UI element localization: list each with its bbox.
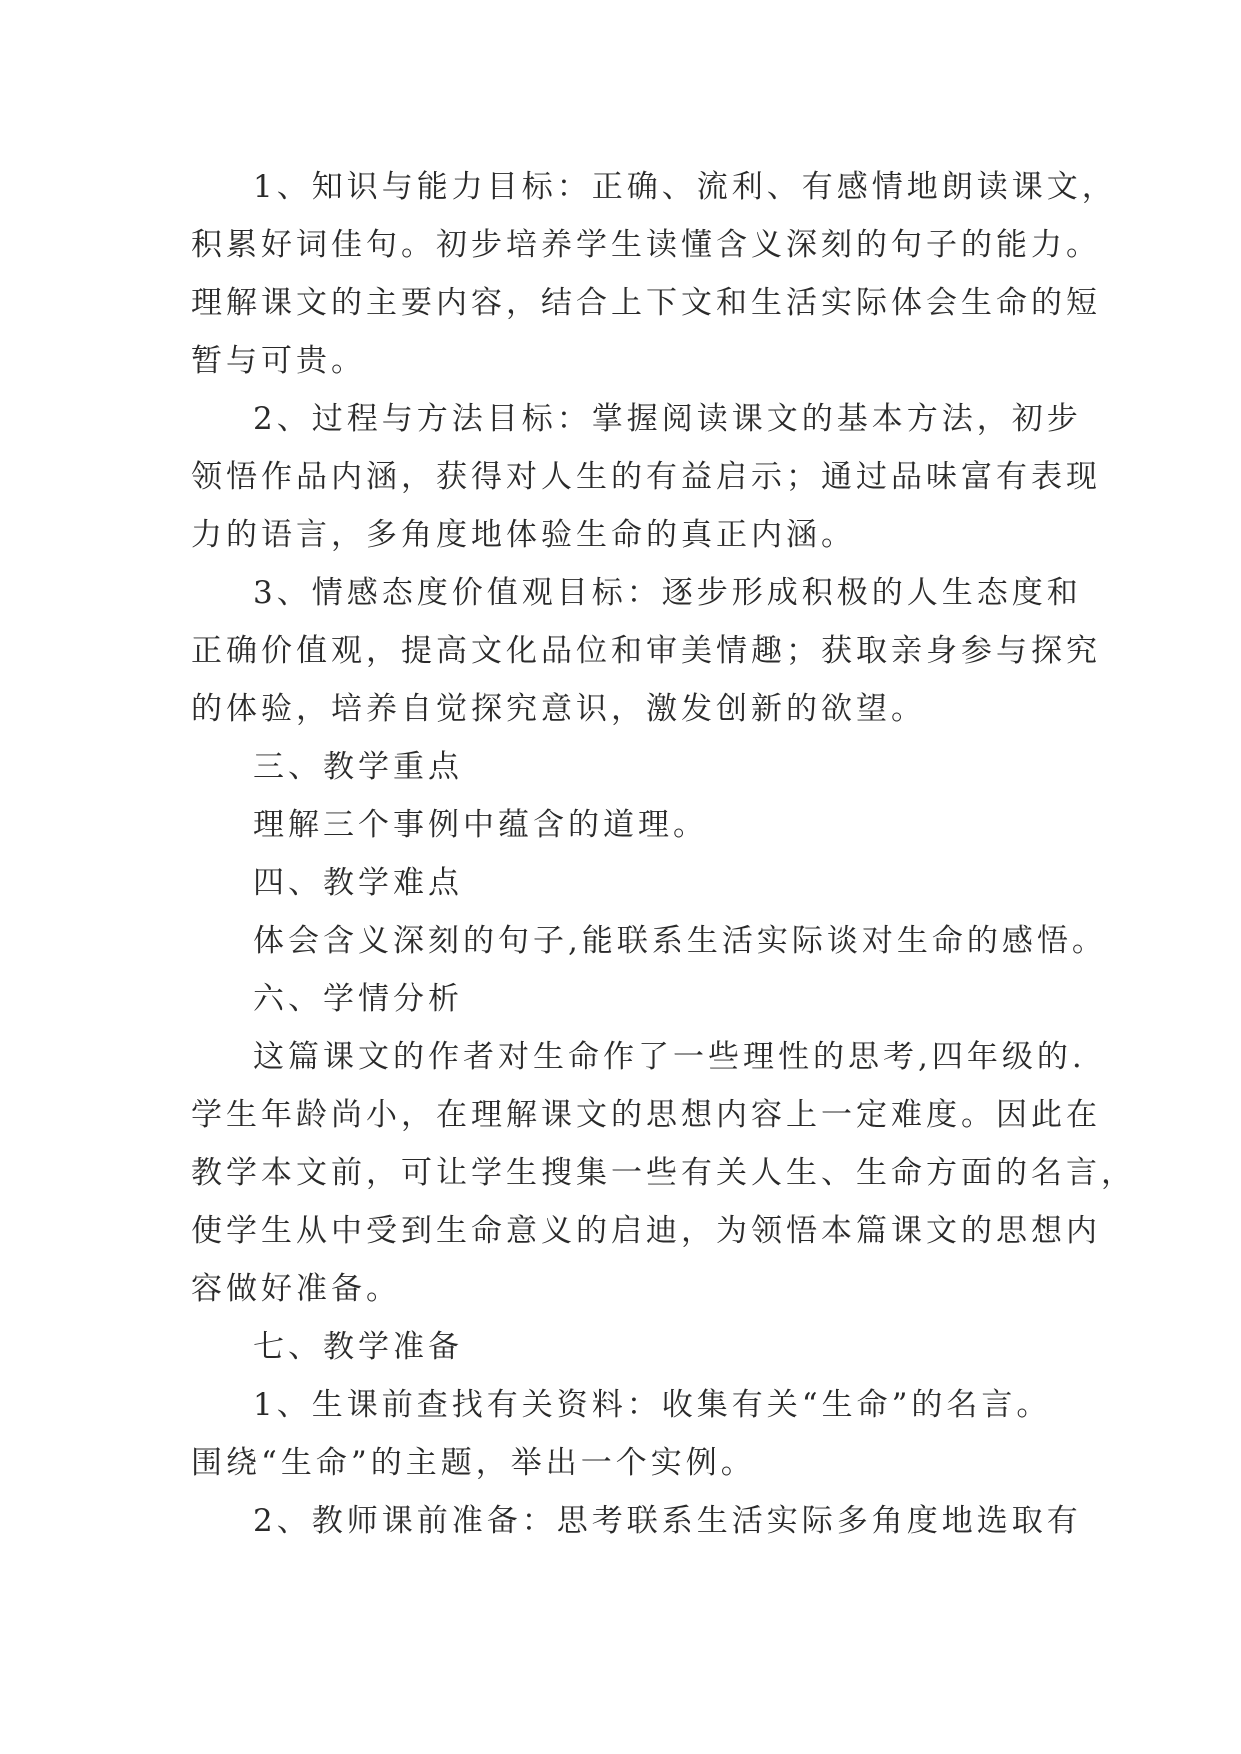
text-line: 围绕“生命”的主题，举出一个实例。 [191,1445,756,1481]
text-line: 体会含义深刻的句子,能联系生活实际谈对生命的感悟。 [253,923,1107,959]
text-line: 1、生课前查找有关资料：收集有关“生命”的名言。 [253,1387,1052,1423]
text-line: 力的语言，多角度地体验生命的真正内涵。 [191,517,856,553]
section-heading: 七、教学准备 [253,1329,463,1365]
text-line: 领悟作品内涵，获得对人生的有益启示；通过品味富有表现 [191,459,1101,495]
text-line: 的体验，培养自觉探究意识，激发创新的欲望。 [191,691,926,727]
text-line: 学生年龄尚小，在理解课文的思想内容上一定难度。因此在 [191,1097,1101,1133]
text-line: 正确价值观，提高文化品位和审美情趣；获取亲身参与探究 [191,633,1101,669]
text-line: 容做好准备。 [191,1271,401,1307]
section-heading: 三、教学重点 [253,749,463,785]
text-line: 理解课文的主要内容，结合上下文和生活实际体会生命的短 [191,285,1101,321]
document-body [191,158,1136,1550]
text-line: 理解三个事例中蕴含的道理。 [253,807,708,843]
text-line: 教学本文前，可让学生搜集一些有关人生、生命方面的名言， [191,1155,1136,1191]
section-heading: 六、学情分析 [253,981,463,1017]
text-line: 3、情感态度价值观目标：逐步形成积极的人生态度和 [253,575,1082,611]
text-line: 2、教师课前准备：思考联系生活实际多角度地选取有 [253,1503,1082,1539]
text-line: 积累好词佳句。初步培养学生读懂含义深刻的句子的能力。 [191,227,1101,263]
text-line: 1、知识与能力目标：正确、流利、有感情地朗读课文， [253,169,1117,205]
section-heading: 四、教学难点 [253,865,463,901]
text-line: 暂与可贵。 [191,343,366,379]
text-line: 使学生从中受到生命意义的启迪，为领悟本篇课文的思想内 [191,1213,1101,1249]
text-line: 这篇课文的作者对生命作了一些理性的思考,四年级的. [253,1039,1086,1075]
text-line: 2、过程与方法目标：掌握阅读课文的基本方法，初步 [253,401,1082,437]
